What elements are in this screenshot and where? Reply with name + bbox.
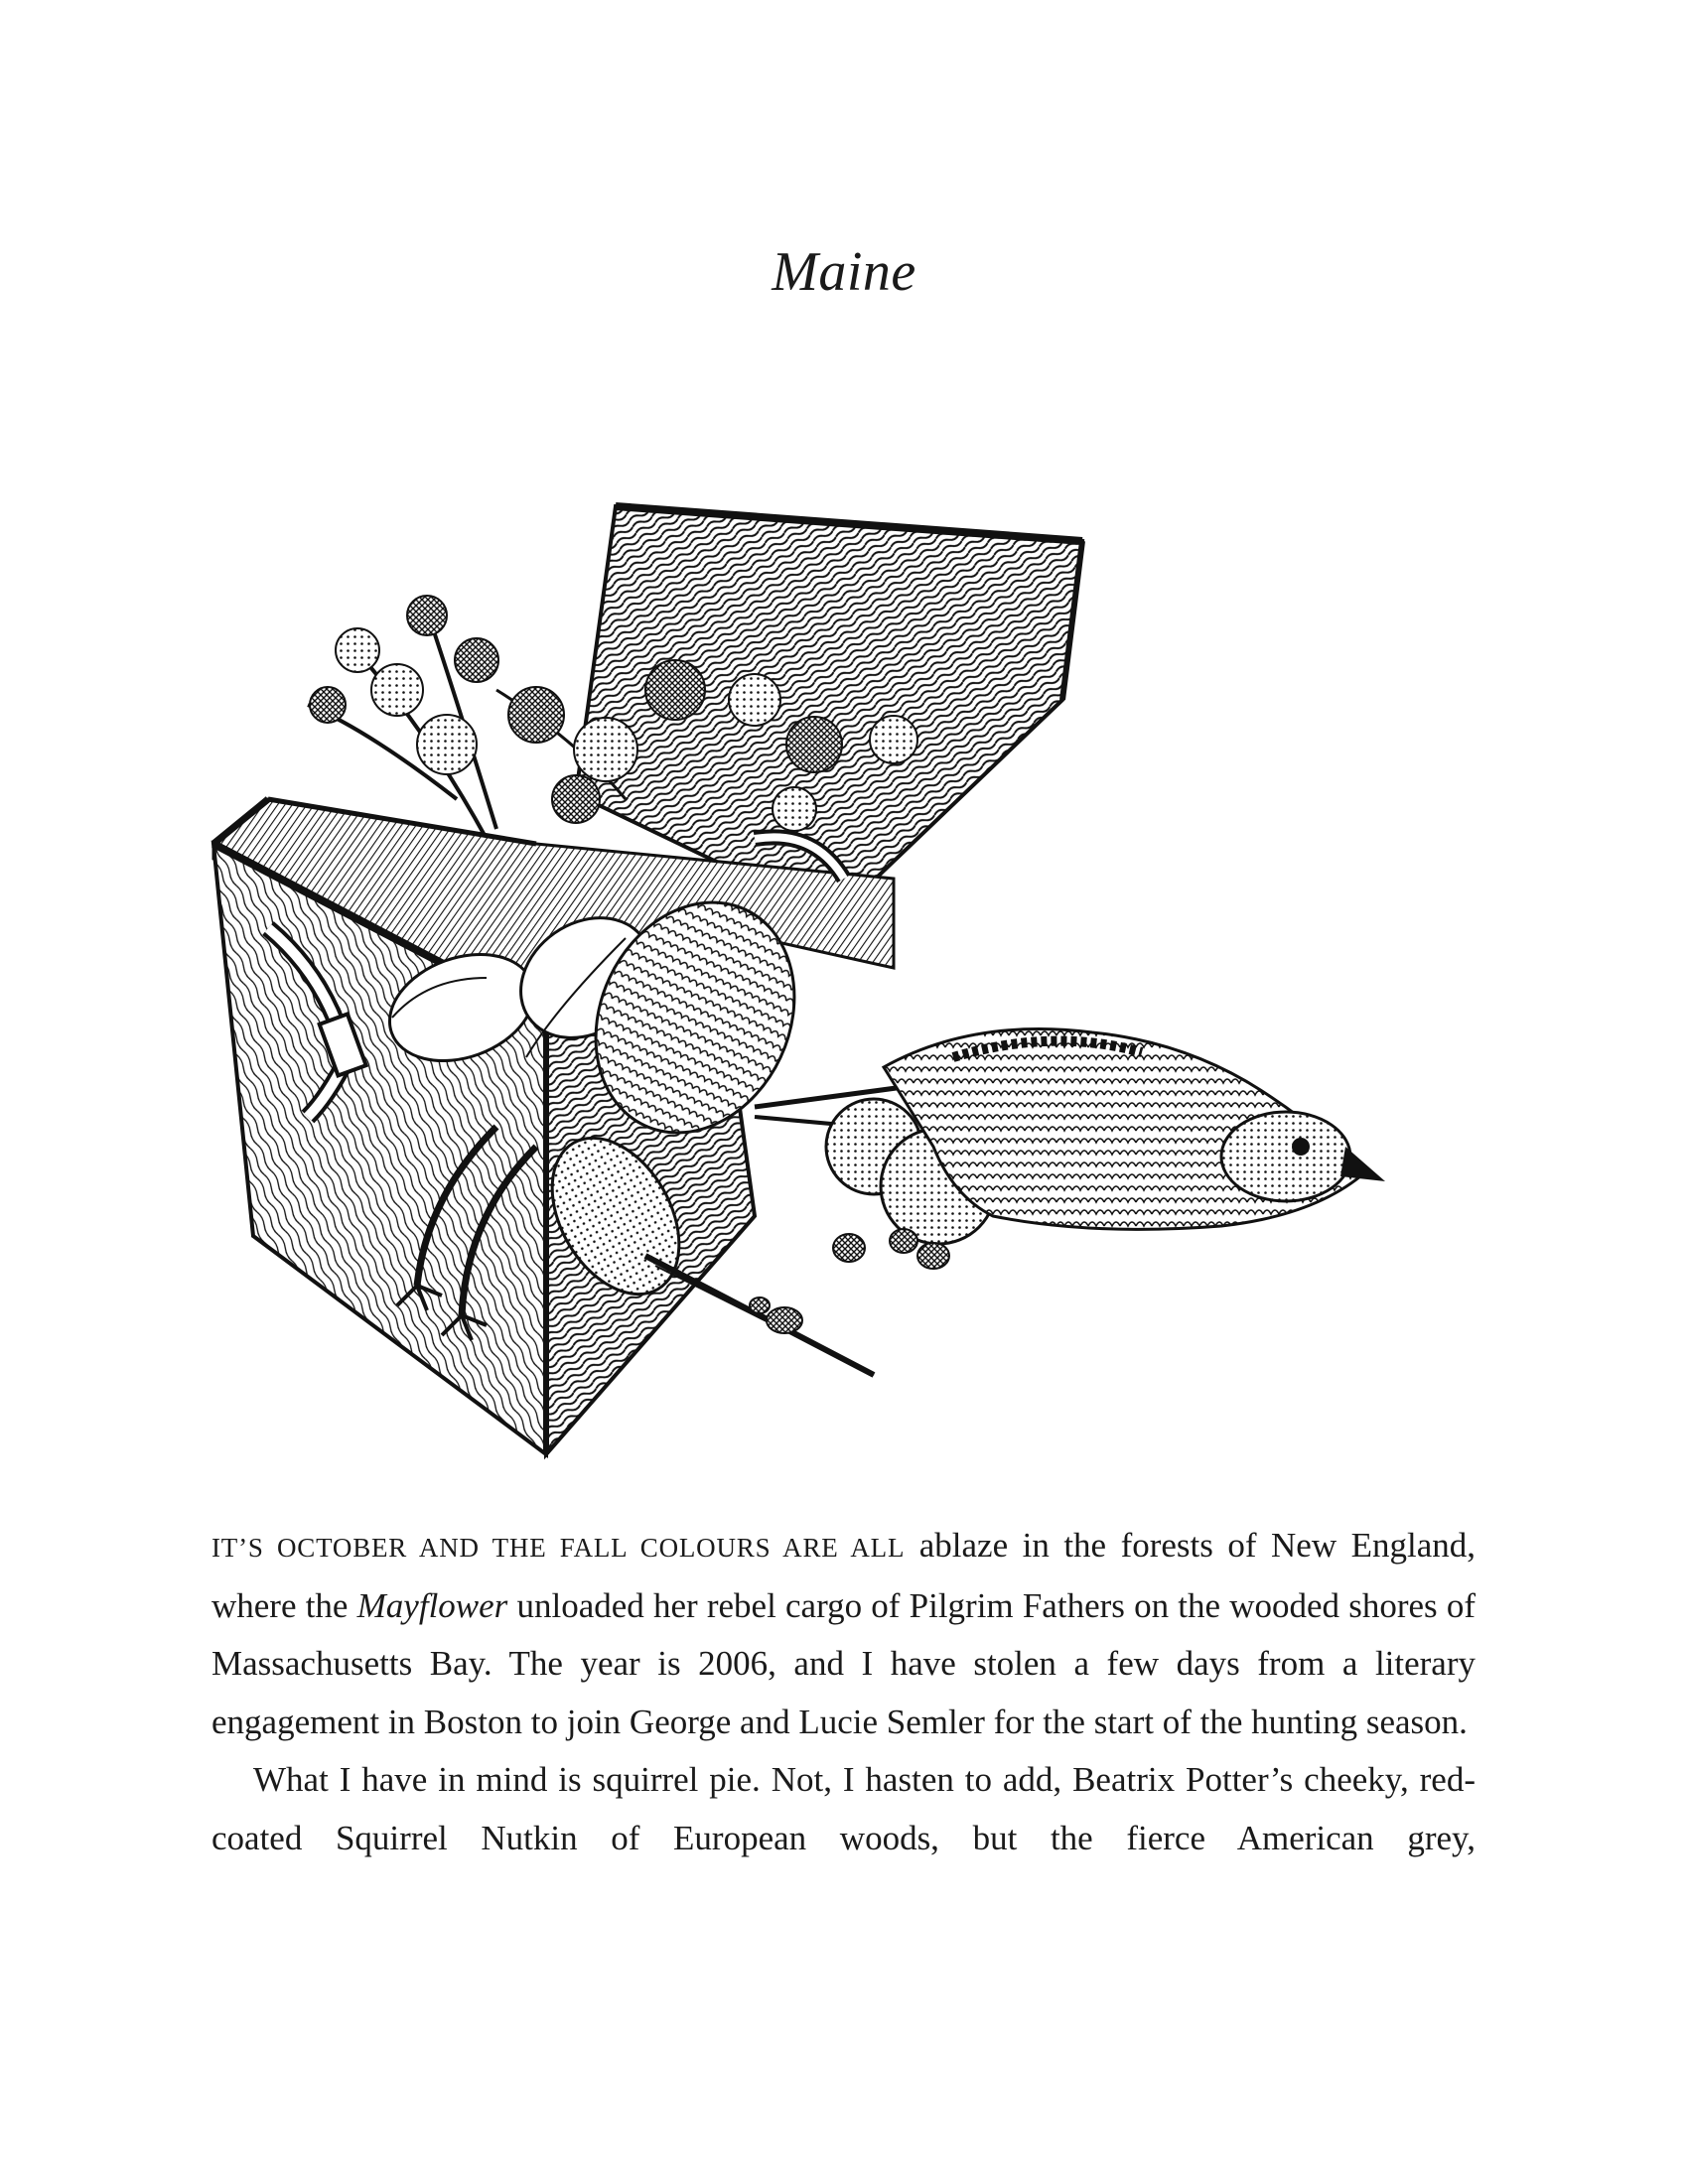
paragraph-1-text-a: ablaze in the forests of New England, where the [211, 1526, 1476, 1625]
scattered-nuts [750, 1229, 949, 1333]
paragraph-2: What I have in mind is squirrel pie. Not, I hasten to add, Beatrix Potter’s cheeky, red-coated Squirrel Nutkin of European woods, but the fierce American grey, [211, 1760, 1476, 1857]
paragraph-1-text-b: unloaded her rebel cargo of Pilgrim Fathers on the wooded shores of Massachusetts Bay. The year is 2006, and I have stolen a few days from a literary engagement in Boston to join George and Lucie Semler for the start of the hunting season. [211, 1585, 1477, 1741]
basket-body [213, 799, 894, 1454]
ship-name-italic: Mayflower [356, 1585, 508, 1625]
chapter-title: Maine [772, 241, 916, 303]
paragraph-1 [211, 1517, 1476, 1751]
picnic-basket-illustration [199, 501, 1489, 1464]
opening-smallcaps: IT’S OCTOBER AND THE FALL COLOURS ARE ALL [211, 1533, 906, 1563]
body-text [211, 1517, 1476, 1867]
